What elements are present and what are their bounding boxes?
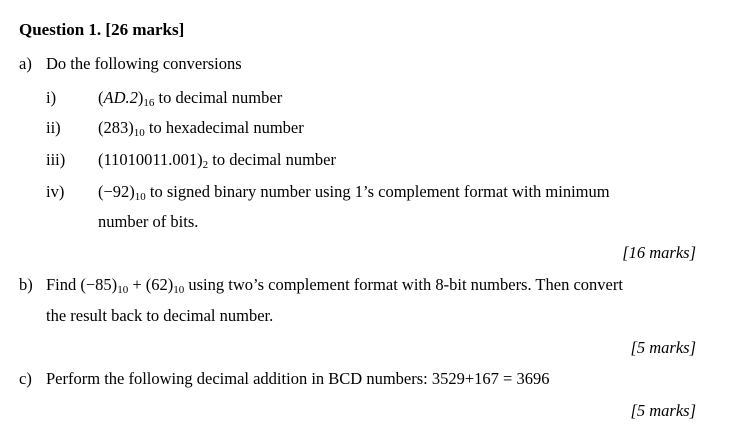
part-a-text: Do the following conversions <box>46 54 242 73</box>
part-b-text-post: using two’s complement format with 8-bit numbers. Then convert <box>184 275 623 294</box>
part-b-base-1: 10 <box>117 284 129 296</box>
item-iv-math: (−92) <box>98 182 135 201</box>
part-a-marks: [16 marks] <box>622 243 696 262</box>
part-b-continuation: the result back to decimal number. <box>46 306 274 325</box>
item-iv-text <box>98 182 610 202</box>
item-ii-label: ii) <box>46 118 61 137</box>
item-i-text <box>98 88 282 108</box>
part-b-text-pre: Find (−85) <box>46 275 118 294</box>
item-i-math-close: ) <box>137 88 144 107</box>
part-b-text-mid: + (62) <box>128 275 174 294</box>
part-a-label: a) <box>19 54 32 73</box>
part-b-base-2: 10 <box>173 284 185 296</box>
item-i-math-open: ( <box>98 88 104 107</box>
part-c-text: Perform the following decimal addition in BCD numbers: 3529+167 = 3696 <box>46 369 550 388</box>
part-c-label: c) <box>19 369 32 388</box>
item-i-math-var: AD.2 <box>103 88 138 107</box>
item-i-label: i) <box>46 88 57 107</box>
item-iv-base: 10 <box>134 191 146 203</box>
item-iii-desc: to decimal number <box>208 150 336 169</box>
part-b-label: b) <box>19 275 33 294</box>
item-iii-text <box>98 150 336 170</box>
part-b-text <box>46 275 623 295</box>
item-iv-label: iv) <box>46 182 65 201</box>
item-ii-desc: to hexadecimal number <box>144 118 304 137</box>
item-iv-desc: to signed binary number using 1’s complement format with minimum <box>145 182 610 201</box>
item-iii-math: (11010011.001) <box>98 150 203 169</box>
part-c-marks: [5 marks] <box>630 401 696 420</box>
item-ii-base: 10 <box>133 127 145 139</box>
question-title: Question 1. [26 marks] <box>19 20 185 39</box>
item-iv-continuation: number of bits. <box>98 212 199 231</box>
item-iii-base: 2 <box>202 159 209 171</box>
item-i-base: 16 <box>143 97 155 109</box>
part-b-marks: [5 marks] <box>630 338 696 357</box>
item-i-desc: to decimal number <box>154 88 283 107</box>
item-iii-label: iii) <box>46 150 66 169</box>
item-ii-text <box>98 118 304 138</box>
item-ii-math: (283) <box>98 118 134 137</box>
